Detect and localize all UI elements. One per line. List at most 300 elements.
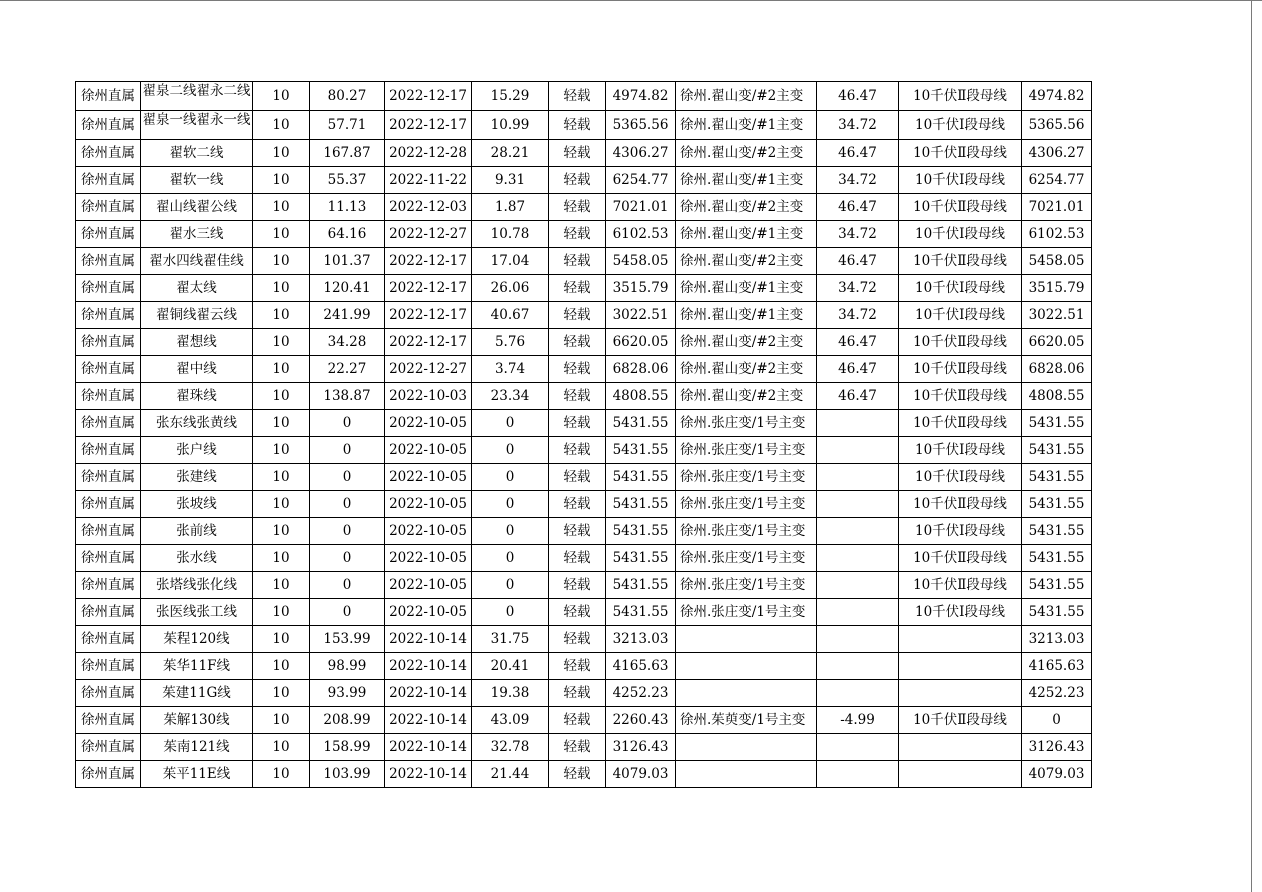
cell-value-e: 5431.55 [1022, 491, 1092, 518]
cell-value-d [817, 599, 899, 626]
table-row [76, 111, 1092, 140]
cell-value-c: 3213.03 [606, 626, 676, 653]
cell-unit: 徐州直属 [76, 491, 141, 518]
cell-transformer: 徐州.翟山变/#2主变 [676, 356, 817, 383]
cell-voltage: 10 [253, 194, 310, 221]
cell-unit: 徐州直属 [76, 410, 141, 437]
cell-value-d [817, 410, 899, 437]
table-row [76, 194, 1092, 221]
cell-transformer [676, 626, 817, 653]
cell-value-c: 4306.27 [606, 140, 676, 167]
cell-value-c: 6254.77 [606, 167, 676, 194]
cell-unit: 徐州直属 [76, 140, 141, 167]
cell-value-e: 3515.79 [1022, 275, 1092, 302]
cell-value-a: 98.99 [310, 653, 385, 680]
cell-transformer: 徐州.翟山变/#1主变 [676, 302, 817, 329]
cell-load-status: 轻载 [549, 599, 606, 626]
cell-transformer: 徐州.翟山变/#2主变 [676, 140, 817, 167]
table-row [76, 545, 1092, 572]
cell-load-status: 轻载 [549, 329, 606, 356]
cell-value-b: 17.04 [472, 248, 549, 275]
cell-line-name: 茱解130线 [141, 707, 253, 734]
cell-value-c: 5458.05 [606, 248, 676, 275]
cell-transformer: 徐州.张庄变/1号主变 [676, 437, 817, 464]
cell-value-b: 26.06 [472, 275, 549, 302]
cell-value-a: 241.99 [310, 302, 385, 329]
cell-value-d: 34.72 [817, 302, 899, 329]
table-row [76, 410, 1092, 437]
cell-value-e: 5431.55 [1022, 518, 1092, 545]
cell-line-name: 张前线 [141, 518, 253, 545]
cell-value-c: 4165.63 [606, 653, 676, 680]
cell-busbar: 10千伏Ⅰ段母线 [899, 437, 1022, 464]
cell-value-e: 4974.82 [1022, 82, 1092, 111]
cell-value-d: 34.72 [817, 275, 899, 302]
cell-value-a: 103.99 [310, 761, 385, 788]
cell-line-name: 张建线 [141, 464, 253, 491]
cell-line-name: 翟山线翟公线 [141, 194, 253, 221]
cell-unit: 徐州直属 [76, 302, 141, 329]
cell-voltage: 10 [253, 518, 310, 545]
cell-voltage: 10 [253, 491, 310, 518]
cell-line-name: 茱华11F线 [141, 653, 253, 680]
cell-line-name: 翟想线 [141, 329, 253, 356]
table-row [76, 761, 1092, 788]
table-row [76, 680, 1092, 707]
cell-value-e: 5431.55 [1022, 410, 1092, 437]
cell-load-status: 轻载 [549, 572, 606, 599]
cell-value-e: 5431.55 [1022, 545, 1092, 572]
cell-transformer: 徐州.张庄变/1号主变 [676, 572, 817, 599]
cell-unit: 徐州直属 [76, 599, 141, 626]
cell-value-d [817, 572, 899, 599]
cell-voltage: 10 [253, 302, 310, 329]
cell-value-b: 21.44 [472, 761, 549, 788]
cell-line-name: 翟水三线 [141, 221, 253, 248]
cell-value-b: 23.34 [472, 383, 549, 410]
cell-value-a: 208.99 [310, 707, 385, 734]
cell-unit: 徐州直属 [76, 221, 141, 248]
cell-unit: 徐州直属 [76, 518, 141, 545]
cell-value-b: 28.21 [472, 140, 549, 167]
cell-line-name: 翟软二线 [141, 140, 253, 167]
cell-value-b: 32.78 [472, 734, 549, 761]
cell-busbar: 10千伏Ⅰ段母线 [899, 302, 1022, 329]
cell-value-d [817, 761, 899, 788]
cell-value-d [817, 653, 899, 680]
cell-busbar: 10千伏Ⅱ段母线 [899, 248, 1022, 275]
cell-value-b: 20.41 [472, 653, 549, 680]
cell-value-c: 3126.43 [606, 734, 676, 761]
cell-busbar: 10千伏Ⅱ段母线 [899, 140, 1022, 167]
cell-date: 2022-10-05 [385, 518, 472, 545]
cell-load-status: 轻载 [549, 356, 606, 383]
cell-busbar: 10千伏Ⅱ段母线 [899, 545, 1022, 572]
cell-value-d: 34.72 [817, 111, 899, 140]
cell-busbar [899, 761, 1022, 788]
cell-unit: 徐州直属 [76, 761, 141, 788]
cell-date: 2022-10-14 [385, 707, 472, 734]
cell-load-status: 轻载 [549, 464, 606, 491]
cell-value-e: 3126.43 [1022, 734, 1092, 761]
cell-value-d [817, 626, 899, 653]
cell-value-b: 31.75 [472, 626, 549, 653]
cell-line-name: 翟软一线 [141, 167, 253, 194]
cell-voltage: 10 [253, 464, 310, 491]
cell-value-a: 0 [310, 599, 385, 626]
cell-value-b: 15.29 [472, 82, 549, 111]
cell-value-a: 153.99 [310, 626, 385, 653]
cell-value-c: 2260.43 [606, 707, 676, 734]
cell-value-a: 167.87 [310, 140, 385, 167]
cell-value-c: 5431.55 [606, 545, 676, 572]
cell-transformer: 徐州.翟山变/#1主变 [676, 111, 817, 140]
cell-value-a: 120.41 [310, 275, 385, 302]
cell-value-e: 5431.55 [1022, 599, 1092, 626]
cell-voltage: 10 [253, 329, 310, 356]
cell-busbar: 10千伏Ⅱ段母线 [899, 356, 1022, 383]
table-row [76, 464, 1092, 491]
cell-line-name: 翟泉一线翟永一线 [141, 111, 253, 140]
cell-value-c: 4252.23 [606, 680, 676, 707]
cell-value-e: 5431.55 [1022, 572, 1092, 599]
cell-busbar: 10千伏Ⅰ段母线 [899, 464, 1022, 491]
table-body [76, 82, 1092, 788]
cell-voltage: 10 [253, 275, 310, 302]
cell-value-c: 5431.55 [606, 437, 676, 464]
cell-load-status: 轻载 [549, 734, 606, 761]
cell-date: 2022-12-27 [385, 221, 472, 248]
cell-date: 2022-12-17 [385, 302, 472, 329]
cell-date: 2022-10-05 [385, 464, 472, 491]
cell-value-d [817, 491, 899, 518]
cell-value-c: 5431.55 [606, 464, 676, 491]
cell-value-a: 101.37 [310, 248, 385, 275]
cell-line-name: 张东线张黄线 [141, 410, 253, 437]
cell-value-c: 4079.03 [606, 761, 676, 788]
cell-date: 2022-12-17 [385, 248, 472, 275]
cell-busbar: 10千伏Ⅱ段母线 [899, 707, 1022, 734]
cell-line-name: 翟太线 [141, 275, 253, 302]
cell-value-c: 6828.06 [606, 356, 676, 383]
table-row [76, 167, 1092, 194]
cell-value-c: 4974.82 [606, 82, 676, 111]
cell-line-name: 翟铜线翟云线 [141, 302, 253, 329]
cell-unit: 徐州直属 [76, 545, 141, 572]
cell-value-e: 7021.01 [1022, 194, 1092, 221]
cell-voltage: 10 [253, 707, 310, 734]
cell-load-status: 轻载 [549, 680, 606, 707]
cell-value-e: 6620.05 [1022, 329, 1092, 356]
cell-value-c: 7021.01 [606, 194, 676, 221]
cell-load-status: 轻载 [549, 82, 606, 111]
cell-unit: 徐州直属 [76, 275, 141, 302]
cell-voltage: 10 [253, 140, 310, 167]
cell-unit: 徐州直属 [76, 111, 141, 140]
cell-value-d [817, 464, 899, 491]
cell-value-d: 46.47 [817, 383, 899, 410]
cell-date: 2022-10-05 [385, 437, 472, 464]
cell-date: 2022-10-05 [385, 545, 472, 572]
cell-value-d: 46.47 [817, 329, 899, 356]
cell-value-c: 5431.55 [606, 572, 676, 599]
cell-busbar: 10千伏Ⅱ段母线 [899, 194, 1022, 221]
spreadsheet-page [75, 81, 1092, 788]
cell-transformer: 徐州.翟山变/#1主变 [676, 221, 817, 248]
cell-value-b: 10.78 [472, 221, 549, 248]
cell-date: 2022-10-14 [385, 680, 472, 707]
cell-transformer: 徐州.张庄变/1号主变 [676, 518, 817, 545]
cell-value-e: 3022.51 [1022, 302, 1092, 329]
cell-unit: 徐州直属 [76, 383, 141, 410]
cell-line-name: 张坡线 [141, 491, 253, 518]
cell-transformer: 徐州.翟山变/#1主变 [676, 275, 817, 302]
cell-transformer: 徐州.张庄变/1号主变 [676, 410, 817, 437]
cell-value-c: 6102.53 [606, 221, 676, 248]
table-row [76, 626, 1092, 653]
table-row [76, 437, 1092, 464]
cell-voltage: 10 [253, 761, 310, 788]
cell-transformer: 徐州.张庄变/1号主变 [676, 545, 817, 572]
cell-value-a: 93.99 [310, 680, 385, 707]
cell-value-a: 0 [310, 464, 385, 491]
cell-voltage: 10 [253, 111, 310, 140]
cell-load-status: 轻载 [549, 167, 606, 194]
cell-value-b: 40.67 [472, 302, 549, 329]
cell-value-e: 6254.77 [1022, 167, 1092, 194]
cell-voltage: 10 [253, 653, 310, 680]
cell-value-e: 4306.27 [1022, 140, 1092, 167]
cell-value-b: 43.09 [472, 707, 549, 734]
cell-value-a: 55.37 [310, 167, 385, 194]
cell-value-b: 0 [472, 572, 549, 599]
cell-value-d: 46.47 [817, 194, 899, 221]
cell-value-d: 46.47 [817, 248, 899, 275]
cell-transformer [676, 734, 817, 761]
cell-line-name: 张塔线张化线 [141, 572, 253, 599]
cell-transformer: 徐州.茱萸变/1号主变 [676, 707, 817, 734]
feeder-load-table [75, 81, 1092, 788]
cell-value-a: 80.27 [310, 82, 385, 111]
cell-line-name: 茱南121线 [141, 734, 253, 761]
cell-value-b: 5.76 [472, 329, 549, 356]
cell-value-d [817, 518, 899, 545]
table-row [76, 221, 1092, 248]
cell-load-status: 轻载 [549, 545, 606, 572]
cell-voltage: 10 [253, 734, 310, 761]
cell-load-status: 轻载 [549, 626, 606, 653]
cell-voltage: 10 [253, 626, 310, 653]
table-row [76, 248, 1092, 275]
cell-value-e: 4079.03 [1022, 761, 1092, 788]
cell-value-d: 46.47 [817, 356, 899, 383]
cell-unit: 徐州直属 [76, 626, 141, 653]
cell-value-e: 5431.55 [1022, 437, 1092, 464]
table-row [76, 302, 1092, 329]
cell-date: 2022-12-28 [385, 140, 472, 167]
cell-voltage: 10 [253, 82, 310, 111]
cell-line-name: 张医线张工线 [141, 599, 253, 626]
page-top-border [0, 0, 1262, 1]
cell-voltage: 10 [253, 545, 310, 572]
cell-transformer: 徐州.张庄变/1号主变 [676, 599, 817, 626]
cell-value-d: 34.72 [817, 167, 899, 194]
cell-load-status: 轻载 [549, 194, 606, 221]
cell-value-e: 5458.05 [1022, 248, 1092, 275]
cell-voltage: 10 [253, 167, 310, 194]
cell-busbar: 10千伏Ⅰ段母线 [899, 518, 1022, 545]
cell-load-status: 轻载 [549, 707, 606, 734]
cell-date: 2022-12-17 [385, 329, 472, 356]
cell-line-name: 翟珠线 [141, 383, 253, 410]
cell-date: 2022-10-14 [385, 653, 472, 680]
cell-unit: 徐州直属 [76, 329, 141, 356]
cell-date: 2022-10-05 [385, 599, 472, 626]
cell-unit: 徐州直属 [76, 167, 141, 194]
cell-busbar: 10千伏Ⅱ段母线 [899, 491, 1022, 518]
cell-busbar: 10千伏Ⅰ段母线 [899, 221, 1022, 248]
cell-value-d [817, 437, 899, 464]
cell-load-status: 轻载 [549, 275, 606, 302]
cell-value-a: 11.13 [310, 194, 385, 221]
cell-line-name: 张水线 [141, 545, 253, 572]
cell-value-c: 5431.55 [606, 518, 676, 545]
table-row [76, 329, 1092, 356]
cell-value-a: 34.28 [310, 329, 385, 356]
table-row [76, 82, 1092, 111]
cell-value-a: 57.71 [310, 111, 385, 140]
table-row [76, 599, 1092, 626]
cell-transformer: 徐州.翟山变/#1主变 [676, 167, 817, 194]
cell-load-status: 轻载 [549, 248, 606, 275]
cell-unit: 徐州直属 [76, 194, 141, 221]
cell-transformer: 徐州.翟山变/#2主变 [676, 383, 817, 410]
cell-value-b: 3.74 [472, 356, 549, 383]
cell-load-status: 轻载 [549, 221, 606, 248]
cell-value-d: 46.47 [817, 140, 899, 167]
cell-voltage: 10 [253, 680, 310, 707]
cell-busbar: 10千伏Ⅰ段母线 [899, 599, 1022, 626]
cell-busbar: 10千伏Ⅱ段母线 [899, 410, 1022, 437]
cell-value-d [817, 734, 899, 761]
cell-transformer: 徐州.翟山变/#2主变 [676, 194, 817, 221]
cell-value-b: 0 [472, 545, 549, 572]
cell-transformer [676, 653, 817, 680]
table-row [76, 491, 1092, 518]
cell-value-a: 0 [310, 518, 385, 545]
cell-value-b: 0 [472, 491, 549, 518]
cell-line-name: 茱建11G线 [141, 680, 253, 707]
cell-busbar: 10千伏Ⅱ段母线 [899, 329, 1022, 356]
table-row [76, 383, 1092, 410]
cell-value-c: 5431.55 [606, 599, 676, 626]
cell-line-name: 茱程120线 [141, 626, 253, 653]
cell-line-name: 翟泉二线翟永二线 [141, 82, 253, 111]
cell-voltage: 10 [253, 221, 310, 248]
cell-date: 2022-10-14 [385, 761, 472, 788]
cell-voltage: 10 [253, 437, 310, 464]
cell-transformer: 徐州.翟山变/#2主变 [676, 248, 817, 275]
cell-date: 2022-10-14 [385, 734, 472, 761]
cell-busbar: 10千伏Ⅰ段母线 [899, 167, 1022, 194]
cell-date: 2022-10-05 [385, 572, 472, 599]
cell-value-e: 6102.53 [1022, 221, 1092, 248]
cell-value-a: 0 [310, 545, 385, 572]
cell-busbar [899, 653, 1022, 680]
cell-unit: 徐州直属 [76, 734, 141, 761]
cell-value-c: 5365.56 [606, 111, 676, 140]
cell-value-b: 0 [472, 410, 549, 437]
cell-value-d [817, 680, 899, 707]
cell-transformer [676, 761, 817, 788]
cell-unit: 徐州直属 [76, 437, 141, 464]
cell-date: 2022-12-03 [385, 194, 472, 221]
cell-line-name: 张户线 [141, 437, 253, 464]
cell-value-a: 22.27 [310, 356, 385, 383]
cell-load-status: 轻载 [549, 410, 606, 437]
cell-value-e: 3213.03 [1022, 626, 1092, 653]
cell-date: 2022-11-22 [385, 167, 472, 194]
cell-transformer: 徐州.张庄变/1号主变 [676, 491, 817, 518]
cell-value-e: 4808.55 [1022, 383, 1092, 410]
cell-value-c: 5431.55 [606, 491, 676, 518]
cell-value-a: 0 [310, 437, 385, 464]
table-row [76, 653, 1092, 680]
cell-busbar [899, 734, 1022, 761]
cell-value-e: 4165.63 [1022, 653, 1092, 680]
cell-date: 2022-10-05 [385, 410, 472, 437]
table-row [76, 140, 1092, 167]
cell-value-b: 19.38 [472, 680, 549, 707]
cell-line-name: 翟水四线翟佳线 [141, 248, 253, 275]
cell-value-c: 3515.79 [606, 275, 676, 302]
cell-value-d: 46.47 [817, 82, 899, 111]
cell-unit: 徐州直属 [76, 356, 141, 383]
cell-date: 2022-12-17 [385, 82, 472, 111]
cell-unit: 徐州直属 [76, 707, 141, 734]
cell-busbar [899, 626, 1022, 653]
cell-unit: 徐州直属 [76, 82, 141, 111]
cell-busbar: 10千伏Ⅰ段母线 [899, 275, 1022, 302]
cell-value-c: 4808.55 [606, 383, 676, 410]
cell-transformer: 徐州.翟山变/#2主变 [676, 82, 817, 111]
table-row [76, 356, 1092, 383]
table-row [76, 275, 1092, 302]
cell-load-status: 轻载 [549, 491, 606, 518]
cell-date: 2022-10-03 [385, 383, 472, 410]
cell-value-a: 158.99 [310, 734, 385, 761]
cell-busbar: 10千伏Ⅱ段母线 [899, 383, 1022, 410]
cell-date: 2022-12-17 [385, 111, 472, 140]
cell-voltage: 10 [253, 410, 310, 437]
cell-load-status: 轻载 [549, 383, 606, 410]
cell-value-e: 0 [1022, 707, 1092, 734]
cell-value-c: 6620.05 [606, 329, 676, 356]
cell-value-b: 0 [472, 437, 549, 464]
cell-load-status: 轻载 [549, 761, 606, 788]
cell-voltage: 10 [253, 248, 310, 275]
cell-load-status: 轻载 [549, 518, 606, 545]
cell-date: 2022-12-17 [385, 275, 472, 302]
cell-voltage: 10 [253, 599, 310, 626]
cell-value-e: 4252.23 [1022, 680, 1092, 707]
cell-value-c: 5431.55 [606, 410, 676, 437]
cell-value-b: 0 [472, 518, 549, 545]
cell-value-d: 34.72 [817, 221, 899, 248]
cell-busbar [899, 680, 1022, 707]
cell-voltage: 10 [253, 572, 310, 599]
cell-load-status: 轻载 [549, 437, 606, 464]
